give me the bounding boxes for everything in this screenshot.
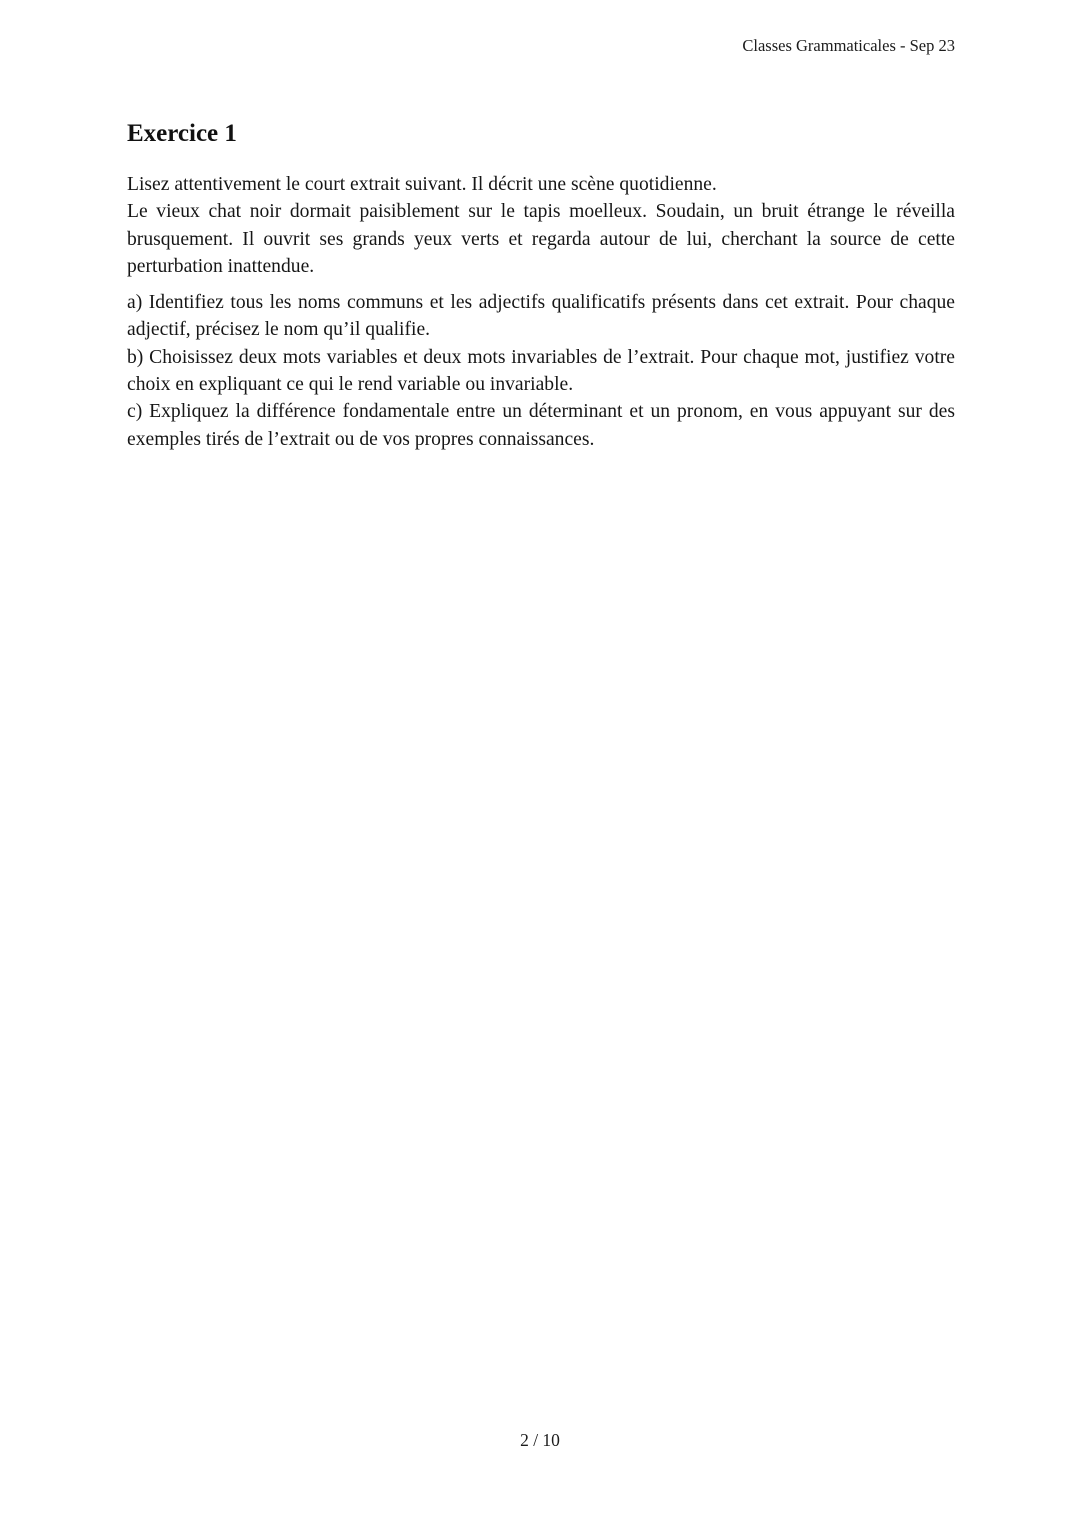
exercise-statement xyxy=(127,171,955,280)
document-content xyxy=(127,119,955,453)
question-item-a: a) Identifiez tous les noms communs et les adjectifs qualificatifs présents dans cet extrait. Pour chaque adjectif, précisez le nom qu’il qualifie. xyxy=(127,292,955,341)
question-item-c: c) Expliquez la différence fondamentale entre un déterminant et un pronom, en vous appuyant sur des exemples tirés de l’extrait ou de vos propres connaissances. xyxy=(127,401,955,450)
page-header: Classes Grammaticales - Sep 23 xyxy=(742,36,955,55)
page-number: 2 / 10 xyxy=(520,1430,560,1450)
exercise-intro: Lisez attentivement le court extrait suivant. Il décrit une scène quotidienne. xyxy=(127,174,717,195)
question-item-b: b) Choisissez deux mots variables et deux mots invariables de l’extrait. Pour chaque mot, justifiez votre choix en expliquant ce qui le rend variable ou invariable. xyxy=(127,346,955,396)
exercise-title: Exercice 1 xyxy=(127,120,237,147)
exercise-extract: Le vieux chat noir dormait paisiblement sur le tapis moelleux. Soudain, un bruit étrange le réveilla brusquement. Il ouvrit ses grands yeux verts et regarda autour de lui, cherchant la source de cette perturbation inattendue. xyxy=(127,201,955,277)
question-list xyxy=(127,289,955,453)
